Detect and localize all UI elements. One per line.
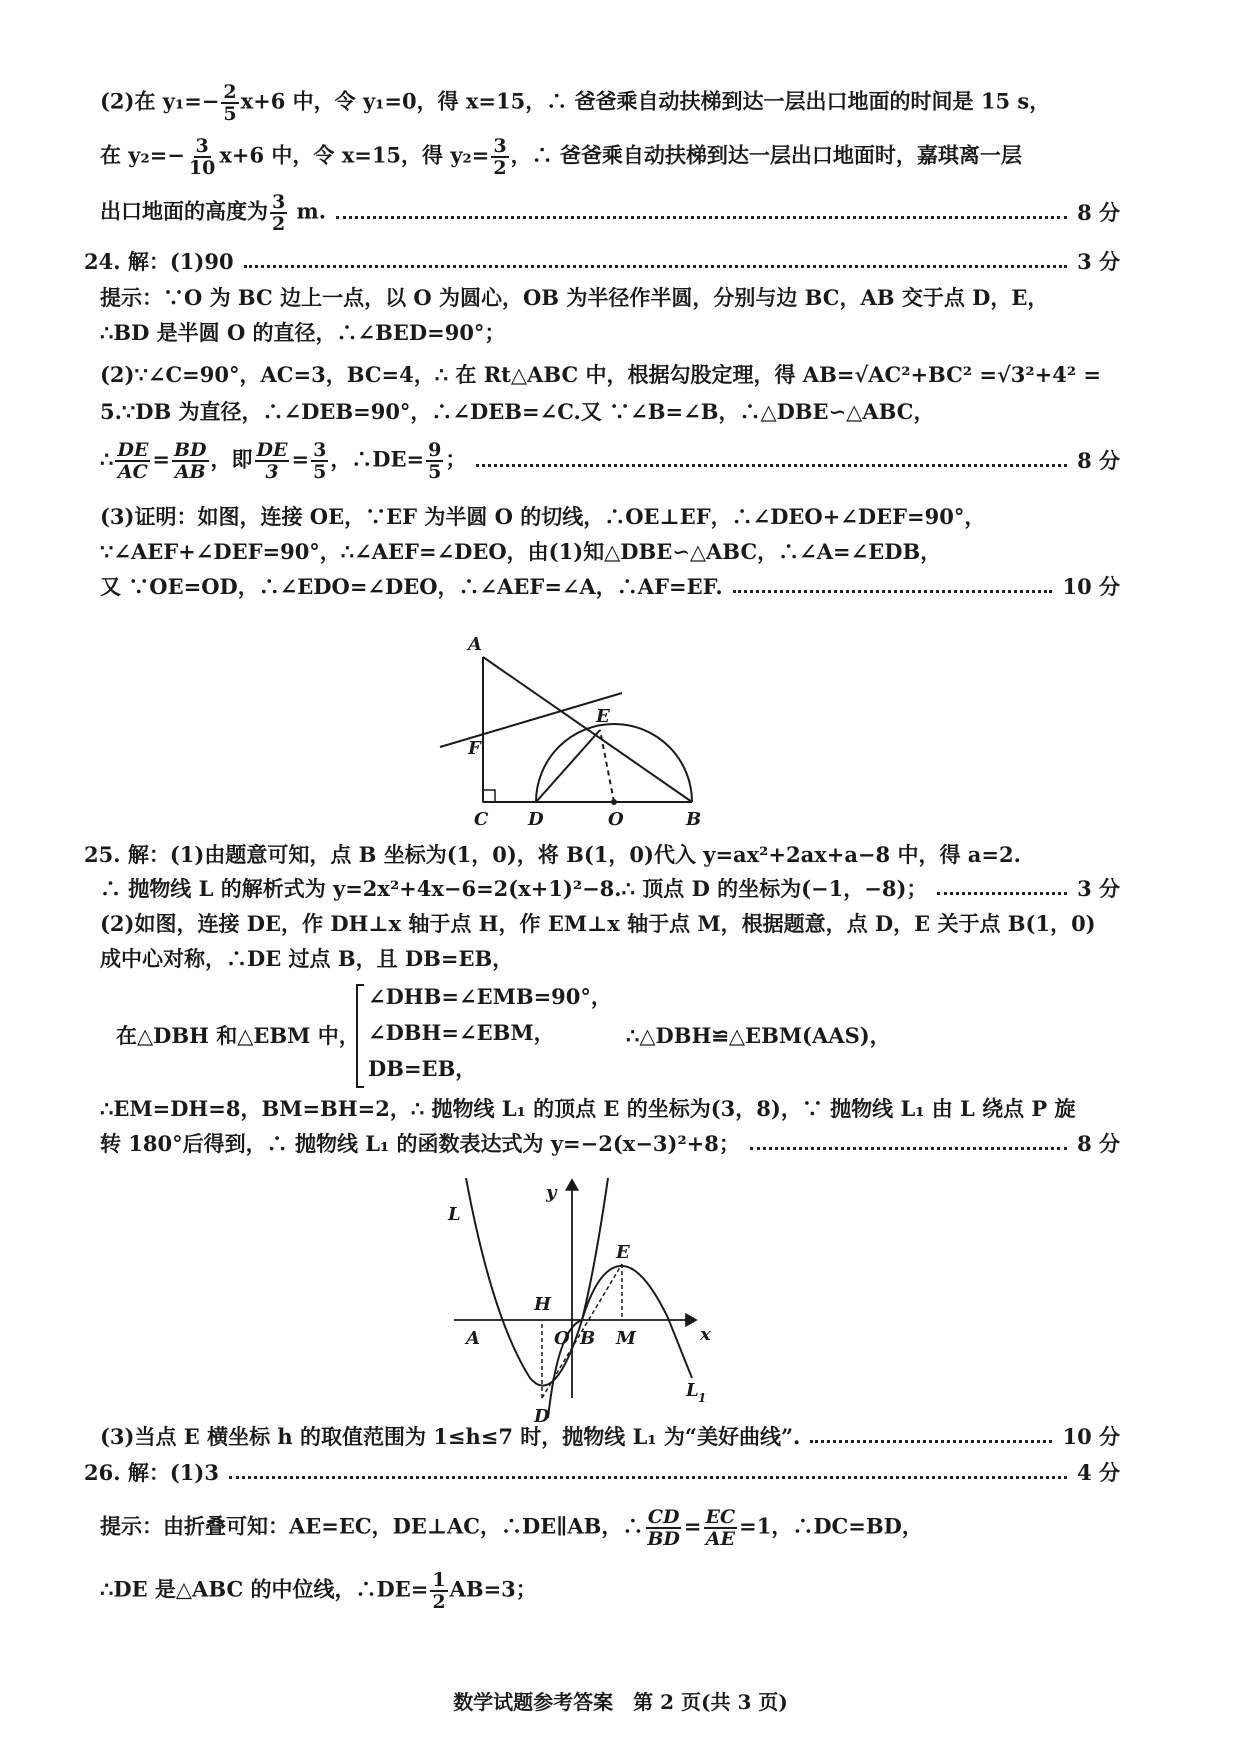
dot-leader [336,216,1067,219]
semicircle-O [536,724,692,802]
line-q24-3a: (3)证明：如图，连接 OE，∵EF 为半圆 O 的切线，∴OE⊥EF，∴∠DEO+∠DEF=90°， [100,504,986,529]
label-M: M [616,1328,636,1349]
label-L: L [448,1204,461,1225]
line-q24-2b: 5.∵DB 为直径，∴∠DEB=90°，∴∠DEB=∠C.又 ∵∠B=∠B，∴△DBE∽△ABC， [100,399,935,424]
line-q24-3c: 又 ∵OE=OD，∴∠EDO=∠DEO，∴∠AEF=∠A，∴AF=EF. 10 分 [100,570,1120,604]
line-q25-c: (2)如图，连接 DE，作 DH⊥x 轴于点 H，作 EM⊥x 轴于点 M，根据题意，点 D，E 关于点 B(1，0) [100,911,1096,936]
line-q25-a: 25. 解：(1)由题意可知，点 B 坐标为(1，0)，将 B(1，0)代入 y=ax²+2ax+a−8 中，得 a=2. [84,842,1021,867]
score: 4 分 [1077,1460,1120,1485]
label-D: D [528,809,544,830]
line-q26-hint: 提示：由折叠可知：AE=EC，DE⊥AC，∴DE∥AB，∴ $\frac{CD}{BD}$ = $\frac{EC}{AE}$ =1，∴DC=BD， [100,1506,923,1550]
line-q24-2c: ∴ $\frac{DE}{AC}$ = $\frac{BD}{AB}$ ，即 $\frac{DE}{3}$ = $\frac{3}{5}$ ，∴DE= $\frac{9}{5}$ ； 8 分 [100,439,1120,483]
parabola-L [466,1178,608,1386]
label-E: E [596,706,610,727]
label-H: H [534,1294,552,1315]
dot-leader [750,1147,1067,1150]
line-q25-d: 成中心对称，∴DE 过点 B，且 DB=EB， [100,946,514,971]
label-y: y [546,1182,557,1203]
figure-parabolas [430,1168,730,1428]
brace [356,984,364,1088]
label-B: B [580,1328,596,1349]
label-E: E [616,1242,630,1263]
line-q26-head: 26. 解：(1)3 4 分 [84,1456,1120,1490]
dot-leader [733,590,1053,593]
dot-leader [229,1476,1067,1479]
label-O: O [554,1328,570,1349]
equation-system: 在△DBH 和△EBM 中， ∠DHB=∠EMB=90°， ∠DBH=∠EBM， DB=EB， ∴△DBH≌△EBM(AAS)， [116,980,1120,1090]
score: 10 分 [1062,574,1120,599]
dot-leader [937,892,1067,895]
label-x: x [700,1324,711,1345]
line-q23-2a: (2)在 y₁=− $\frac{2}{5}$ x+6 中，令 y₁=0，得 x=15，∴ 爸爸乘自动扶梯到达一层出口地面的时间是 15 s， [100,81,1051,125]
line-q26-mid: ∴DE 是△ABC 的中位线，∴DE= $\frac{1}{2}$ AB=3； [100,1569,537,1613]
line-q24-hint2: ∴BD 是半圆 O 的直径，∴∠BED=90°； [100,320,506,345]
score: 3 分 [1077,249,1120,274]
label-L1: L [686,1380,699,1401]
score: 3 分 [1077,876,1120,901]
label-L1-sub: 1 [698,1391,707,1405]
label-C: C [474,809,489,830]
line-q25-e: ∴EM=DH=8，BM=BH=2，∴ 抛物线 L₁ 的顶点 E 的坐标为(3，8)，∵ 抛物线 L₁ 由 L 绕点 P 旋 [100,1096,1076,1121]
right-angle-C [483,790,495,802]
line-q24-head: 24. 解：(1)90 3 分 [84,245,1120,279]
label-A: A [468,634,482,655]
line-q24-2a: (2)∵∠C=90°，AC=3，BC=4，∴ 在 Rt△ABC 中，根据勾股定理，得 AB=√AC²+BC² =√3²+4² = [100,362,1101,387]
line-q25-b: ∴ 抛物线 L 的解析式为 y=2x²+4x−6=2(x+1)²−8.∴ 顶点 D 的坐标为(−1，−8)； 3 分 [100,872,1120,906]
dot-leader [244,265,1068,268]
line-q24-hint1: 提示：∵O 为 BC 边上一点，以 O 为圆心，OB 为半径作半圆，分别与边 BC，AB 交于点 D，E， [100,285,1049,310]
label-O: O [608,809,624,830]
center-O [611,799,617,805]
line-q25-g: (3)当点 E 横坐标 h 的取值范围为 1≤h≤7 时，抛物线 L₁ 为“美好曲线”. 10 分 [100,1420,1120,1454]
score: 8 分 [1077,448,1120,473]
line-q23-2b: 在 y₂=− $\frac{3}{10}$ x+6 中，令 x=15，得 y₂= $\frac{3}{2}$ ，∴ 爸爸乘自动扶梯到达一层出口地面时，嘉琪离一层 [100,135,1022,179]
label-F: F [468,738,481,759]
label-D: D [534,1406,550,1427]
figure-triangle-semicircle [430,630,730,830]
score: 10 分 [1062,1424,1120,1449]
page-footer: 数学试题参考答案 第 2 页(共 3 页) [453,1690,788,1714]
line-q25-f: 转 180°后得到，∴ 抛物线 L₁ 的函数表达式为 y=−2(x−3)²+8； 8 分 [100,1127,1120,1161]
dot-leader [476,464,1067,467]
line-q24-3b: ∵∠AEF+∠DEF=90°，∴∠AEF=∠DEO，由(1)知△DBE∽△ABC，∴∠A=∠EDB， [100,539,942,564]
score: 8 分 [1077,200,1120,225]
line-q23-2c: 出口地面的高度为 $\frac{3}{2}$ m. 8 分 [100,191,1120,235]
score: 8 分 [1077,1131,1120,1156]
dot-leader [810,1440,1052,1443]
label-B: B [686,809,702,830]
label-A: A [466,1328,480,1349]
